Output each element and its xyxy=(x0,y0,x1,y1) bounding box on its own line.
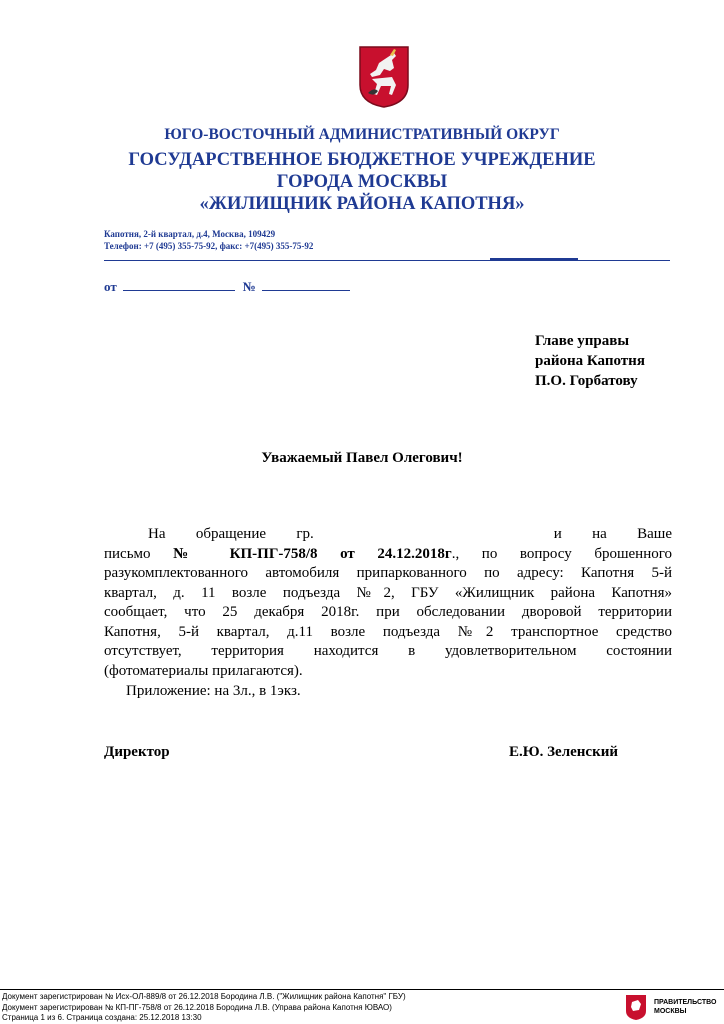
header-city: ГОРОДА МОСКВЫ xyxy=(276,172,448,192)
body-line: письмо № КП-ПГ-758/8 от 24.12.2018г., по вопросу брошенного xyxy=(104,545,673,562)
header-district: ЮГО-ВОСТОЧНЫЙ АДМИНИСТРАТИВНЫЙ ОКРУГ xyxy=(164,126,560,143)
signatory-name: Е.Ю. Зеленский xyxy=(509,744,619,760)
body-line: разукомплектованного автомобиля припаркованного по адресу: Капотня 5-й xyxy=(104,565,672,581)
signatory-position: Директор xyxy=(104,744,170,760)
body-line: (фотоматериалы прилагаются). xyxy=(104,662,303,679)
body-line: сообщает, что 25 декабря 2018г. при обследовании дворовой территории xyxy=(104,604,672,620)
body-line: Капотня, 5-й квартал, д.11 возле подъезда №2 транспортное средство xyxy=(104,623,672,640)
greeting: Уважаемый Павел Олегович! xyxy=(261,450,463,466)
letter-body xyxy=(104,525,672,681)
header-divider xyxy=(104,260,670,261)
footer-registration-2: Документ зарегистрирован № КП-ПГ-758/8 от 26.12.2018 Бородина Л.В. (Управа района Капотня ЮВАО) xyxy=(2,1003,392,1012)
reference-number: № КП-ПГ-758/8 от 24.12.2018г xyxy=(173,545,452,562)
header-divider-accent xyxy=(490,258,578,260)
addressee-district: района Капотня xyxy=(535,353,645,369)
reg-number-label: № xyxy=(242,279,256,294)
appendix-note: Приложение: на 3л., в 1экз. xyxy=(126,683,301,699)
reg-date-label: от xyxy=(104,279,117,294)
moscow-government-emblem-icon xyxy=(625,994,647,1021)
reg-number-blank xyxy=(262,281,350,291)
header-organization-name: «ЖИЛИЩНИК РАЙОНА КАПОТНЯ» xyxy=(199,194,525,214)
body-line: На обращение гр. и на Ваше xyxy=(148,526,672,542)
organization-address: Капотня, 2-й квартал, д.4, Москва, 109429 xyxy=(104,229,276,239)
body-line: отсутствует, территория находится в удовлетворительном состоянии xyxy=(104,643,672,659)
footer-divider xyxy=(0,989,724,990)
addressee-position: Главе управы xyxy=(535,333,630,349)
reg-date-blank xyxy=(123,281,235,291)
organization-phones: Телефон: +7 (495) 355-75-92, факс: +7(495) 355-75-92 xyxy=(104,241,314,251)
moscow-government-label: ПРАВИТЕЛЬСТВО МОСКВЫ xyxy=(654,999,717,1015)
addressee-name: П.О. Горбатову xyxy=(535,373,638,389)
footer-page-info: Страница 1 из 6. Страница создана: 25.12.2018 13:30 xyxy=(2,1013,202,1022)
body-line: квартал, д. 11 возле подъезда №2, ГБУ «Жилищник района Капотня» xyxy=(104,584,672,601)
footer-registration-1: Документ зарегистрирован № Исх-ОЛ-889/8 от 26.12.2018 Бородина Л.В. ("Жилищник района Капотня" ГБУ) xyxy=(2,992,406,1001)
header-institution-type: ГОСУДАРСТВЕННОЕ БЮДЖЕТНОЕ УЧРЕЖДЕНИЕ xyxy=(128,150,596,170)
registration-line xyxy=(104,279,350,295)
moscow-coat-of-arms-icon xyxy=(358,45,410,109)
